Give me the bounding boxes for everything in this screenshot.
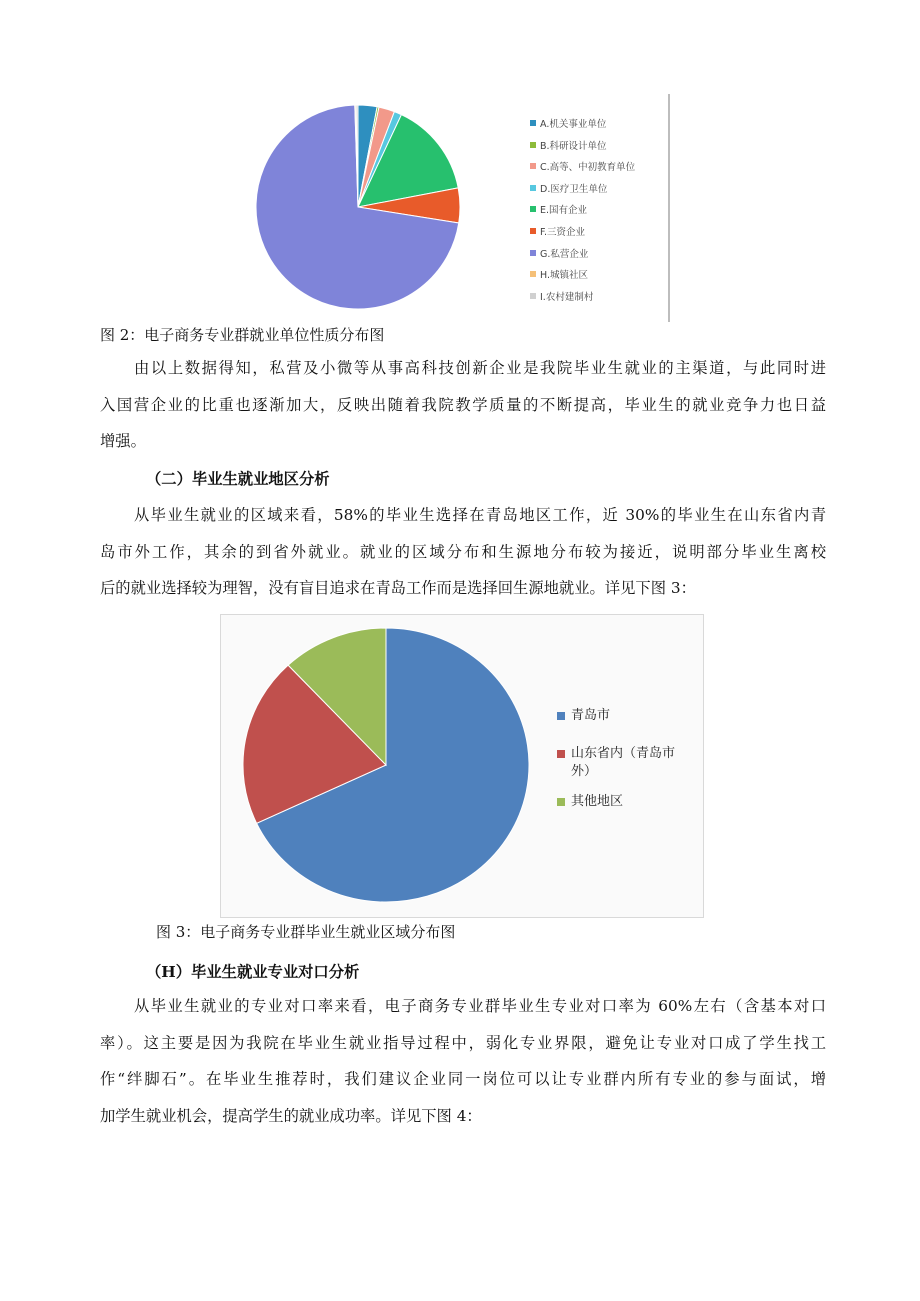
legend-swatch bbox=[530, 271, 536, 277]
figure-2-legend-item bbox=[530, 181, 635, 203]
figure-2-legend-item bbox=[530, 202, 635, 224]
paragraph-line: 率）。这主要是因为我院在毕业生就业指导过程中，弱化专业界限，避免让专业对口成了学生找工 bbox=[100, 1033, 826, 1052]
figure-3 bbox=[220, 614, 704, 918]
legend-label: 青岛市 bbox=[571, 708, 611, 723]
legend-swatch bbox=[530, 120, 536, 126]
figure-2 bbox=[248, 94, 670, 322]
legend-label: I.农村建制村 bbox=[540, 291, 594, 303]
legend-swatch bbox=[530, 163, 536, 169]
legend-swatch bbox=[530, 206, 536, 212]
figure-2-legend-item bbox=[530, 289, 635, 311]
figure-3-legend-item bbox=[557, 793, 687, 811]
figure-2-legend-item bbox=[530, 138, 635, 160]
legend-label: B.科研设计单位 bbox=[540, 140, 607, 152]
figure-2-caption: 图 2：电子商务专业群就业单位性质分布图 bbox=[100, 326, 385, 344]
legend-label: C.高等、中初教育单位 bbox=[540, 162, 636, 174]
figure-2-pie-chart bbox=[248, 94, 478, 322]
legend-swatch bbox=[530, 228, 536, 234]
paragraph-employment-region bbox=[100, 497, 826, 607]
figure-2-legend bbox=[530, 116, 635, 310]
legend-swatch bbox=[557, 750, 565, 758]
legend-swatch bbox=[530, 293, 536, 299]
figure-2-legend-item bbox=[530, 159, 635, 181]
figure-3-caption: 图 3：电子商务专业群毕业生就业区域分布图 bbox=[156, 923, 456, 941]
paragraph-line: 从毕业生就业的专业对口率来看，电子商务专业群毕业生专业对口率为 60%左右（含基本对口 bbox=[134, 997, 826, 1015]
figure-2-legend-item bbox=[530, 116, 635, 138]
paragraph-line: 加学生就业机会，提高学生的就业成功率。详见下图 4： bbox=[100, 1106, 482, 1125]
legend-label: E.国有企业 bbox=[540, 205, 588, 217]
paragraph-line: 增强。 bbox=[100, 432, 146, 450]
legend-label: 其他地区 bbox=[571, 794, 624, 809]
legend-label: H.城镇社区 bbox=[540, 270, 588, 282]
legend-label: D.医疗卫生单位 bbox=[540, 183, 608, 195]
legend-label: 山东省内（青岛市 外） bbox=[571, 746, 676, 779]
legend-swatch bbox=[530, 250, 536, 256]
legend-swatch bbox=[530, 142, 536, 148]
figure-3-legend bbox=[557, 707, 687, 831]
paragraph-line: 作“绊脚石”。在毕业生推荐时，我们建议企业同一岗位可以让专业群内所有专业的参与面试，增 bbox=[100, 1070, 826, 1088]
figure-3-legend-item bbox=[557, 707, 687, 725]
paragraph-line: 从毕业生就业的区域来看，58%的毕业生选择在青岛地区工作，近 30%的毕业生在山东省内青 bbox=[134, 506, 826, 524]
figure-2-legend-item bbox=[530, 267, 635, 289]
paragraph-line: 入国营企业的比重也逐渐加大，反映出随着我院教学质量的不断提高，毕业生的就业竞争力也日益 bbox=[100, 395, 826, 414]
paragraph-line: 后的就业选择较为理智，没有盲目追求在青岛工作而是选择回生源地就业。详见下图 3： bbox=[100, 579, 696, 597]
section-heading-region: （二）毕业生就业地区分析 bbox=[146, 470, 330, 488]
paragraph-line: 由以上数据得知，私营及小微等从事高科技创新企业是我院毕业生就业的主渠道，与此同时进 bbox=[134, 359, 826, 377]
legend-swatch bbox=[530, 185, 536, 191]
legend-label: A.机关事业单位 bbox=[540, 119, 607, 130]
section-heading-major-match: （H）毕业生就业专业对口分析 bbox=[146, 963, 360, 981]
figure-2-legend-item bbox=[530, 246, 635, 268]
figure-3-legend-item bbox=[557, 745, 687, 781]
figure-2-legend-item bbox=[530, 224, 635, 246]
figure-3-pie-chart bbox=[221, 615, 551, 917]
paragraph-major-match bbox=[100, 988, 826, 1134]
legend-swatch bbox=[557, 798, 565, 806]
paragraph-line: 岛市外工作，其余的到省外就业。就业的区域分布和生源地分布较为接近，说明部分毕业生离校 bbox=[100, 542, 826, 561]
legend-label: G.私营企业 bbox=[540, 248, 589, 260]
legend-label: F.三资企业 bbox=[540, 226, 585, 238]
legend-swatch bbox=[557, 712, 565, 720]
paragraph-employment-nature bbox=[100, 350, 826, 460]
